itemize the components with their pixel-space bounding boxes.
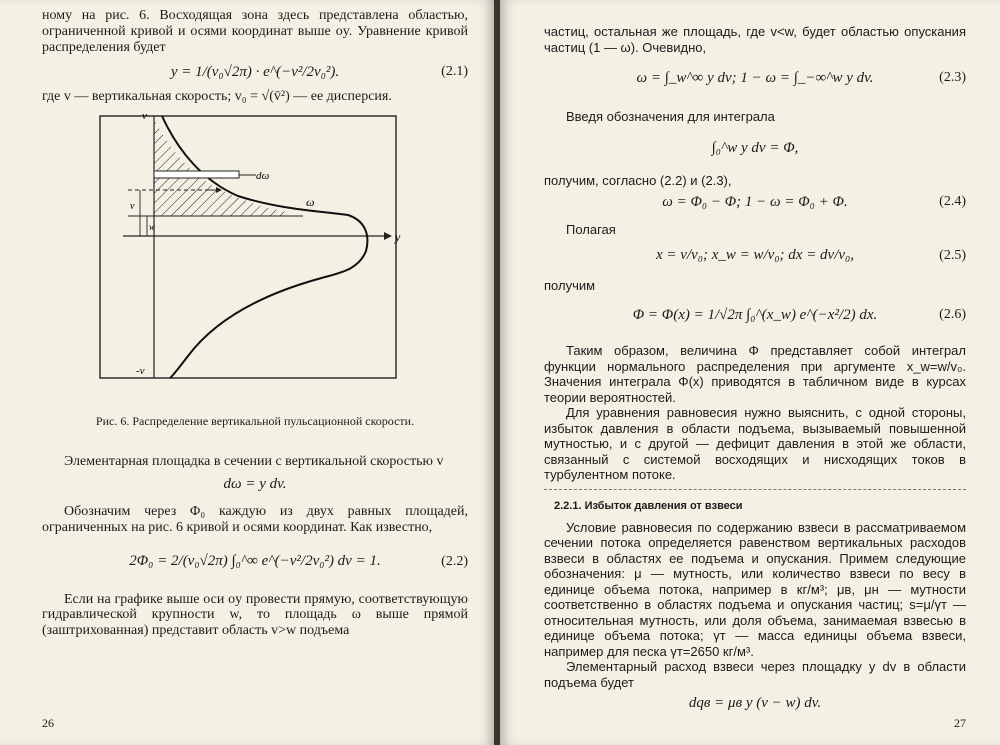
equation-2-4-text: ω = Φ₀ − Φ; 1 − ω = Φ₀ + Φ.: [662, 193, 848, 210]
get2-paragraph: получим: [544, 277, 596, 293]
continuation-paragraph: частиц, остальная же площадь, где v<w, будет областью опускания частиц (1 — ω). Очевидно,: [544, 24, 966, 55]
equation-2-5-number: (2.5): [939, 247, 966, 263]
element-paragraph: Элементарная площадка в сечении с вертикальной скоростью v: [64, 454, 444, 470]
equation-2-6: [544, 293, 966, 337]
denote-paragraph: Обозначим через Φ₀ каждую из двух равных площадей, ограниченных на рис. 6 кривой и осями координат. Как известно,: [42, 503, 468, 535]
equation-2-2-text: 2Φ₀ = 2/(v₀√2π) ∫₀^∞ e^(−v²/2v₀²) dv = 1.: [129, 553, 381, 570]
intro-paragraph: ному на рис. 6. Восходящая зона здесь представлена областью, ограниченной кривой и осями координат выше oy. Уравнение кривой распределения будет: [42, 8, 468, 55]
distribution-curve: [162, 116, 367, 378]
equation-dw-text: dω = y dv.: [223, 476, 287, 493]
page-number-right: 27: [954, 716, 966, 730]
equation-phi-text: ∫₀^w y dv = Φ,: [711, 140, 799, 156]
equation-dq: [544, 690, 966, 716]
label-y: y: [395, 230, 401, 245]
equation-2-5-text: x = v/v₀; x_w = w/v₀; dx = dv/v₀,: [655, 247, 855, 263]
equation-dq-text: dqв = μв y (v − w) dv.: [688, 694, 822, 711]
label-v-mid: v: [130, 201, 135, 213]
plot-frame: [100, 116, 396, 378]
equation-2-6-text: Φ = Φ(x) = 1/√2π ∫₀^(x_w) e^(−x²/2) dx.: [632, 306, 878, 323]
condition-paragraph: Условие равновесия по содержанию взвеси в рассматриваемом сечении потока определяется равенством вертикальных расходов взвеси в областях ее подъема и опускания. Примем следующие обозначения: μ — мутность, или количество взвеси по весу в единице объема потока, например в кг/м³; μв, μн — мутности соответственно в областях подъема и опускания частиц; s=μ/γт — относительная мутность, или доля объема, занимаемая взвесью в единице объема потока; γт — масса единицы объема взвеси, например для песка γт=2650 кг/м³.: [544, 519, 966, 659]
setting-paragraph: Полагая: [566, 222, 616, 237]
equation-2-2-number: (2.2): [441, 553, 468, 569]
d-omega-strip: [154, 171, 239, 178]
right-page: [500, 0, 1000, 745]
figure-caption: Рис. 6. Распределение вертикальной пульсационной скорости.: [95, 414, 415, 429]
equation-2-2: [42, 536, 468, 588]
equation-2-3-text: ω = ∫_w^∞ y dv; 1 − ω = ∫_−∞^w y dv.: [636, 69, 874, 86]
figure-6: [48, 111, 468, 411]
graph-paragraph: Если на графике выше оси oy провести прямую, соответствующую гидравлической крупности w, то площадь ω выше прямой (заштрихованная) представит область v>w подъема: [42, 591, 468, 639]
equilibrium-paragraph: Для уравнения равновесия нужно выяснить, с одной стороны, избыток давления в области подъема, вызываемый повышенной мутностью, и с другой — дефицит давления в этой же области, связанный с системой восходящих и нисходящих токов в турбулентном потоке.: [544, 405, 966, 482]
introduce-paragraph: Введя обозначения для интеграла: [566, 109, 775, 124]
equation-2-4: [544, 188, 966, 216]
equation-2-1-number: (2.1): [441, 64, 468, 80]
equation-2-3: [544, 55, 966, 101]
thus-paragraph: Таким образом, величина Φ представляет собой интеграл функции нормального распределения при аргументе x_w=w/v₀. Значения интеграла Φ(x) приводятся в табличном виде в курсах теории вероятностей.: [544, 343, 966, 405]
equation-2-3-number: (2.3): [939, 70, 966, 85]
equation-dw: [42, 470, 468, 500]
equation-2-4-number: (2.4): [939, 194, 966, 209]
label-w-mid: w: [149, 222, 156, 233]
label-v-top: v: [142, 111, 147, 123]
section-title: 2.2.1. Избыток давления от взвеси: [554, 499, 743, 512]
equation-2-5: [544, 238, 966, 274]
equation-phi: [544, 125, 966, 173]
label-v-bottom: -v: [136, 365, 145, 378]
label-omega: ω: [306, 195, 315, 210]
left-page: [0, 0, 494, 745]
y-axis-arrow-icon: [384, 232, 392, 240]
elementary-paragraph: Элементарный расход взвеси через площадку y dv в области подъема будет: [544, 659, 966, 690]
section-divider: [544, 489, 966, 490]
distribution-plot: [48, 111, 468, 411]
get-paragraph: получим, согласно (2.2) и (2.3),: [544, 172, 732, 188]
equation-2-6-number: (2.6): [939, 307, 966, 322]
label-d-omega: dω: [256, 170, 270, 183]
equation-2-1: [42, 55, 468, 89]
page-number-left: 26: [42, 716, 54, 730]
hatched-area: [154, 119, 288, 216]
where-paragraph: где v — вертикальная скорость; v₀ = √(v̄²) — ее дисперсия.: [42, 89, 392, 105]
equation-2-1-text: y = 1/(v₀√2π) · e^(−v²/2v₀²).: [170, 63, 340, 80]
